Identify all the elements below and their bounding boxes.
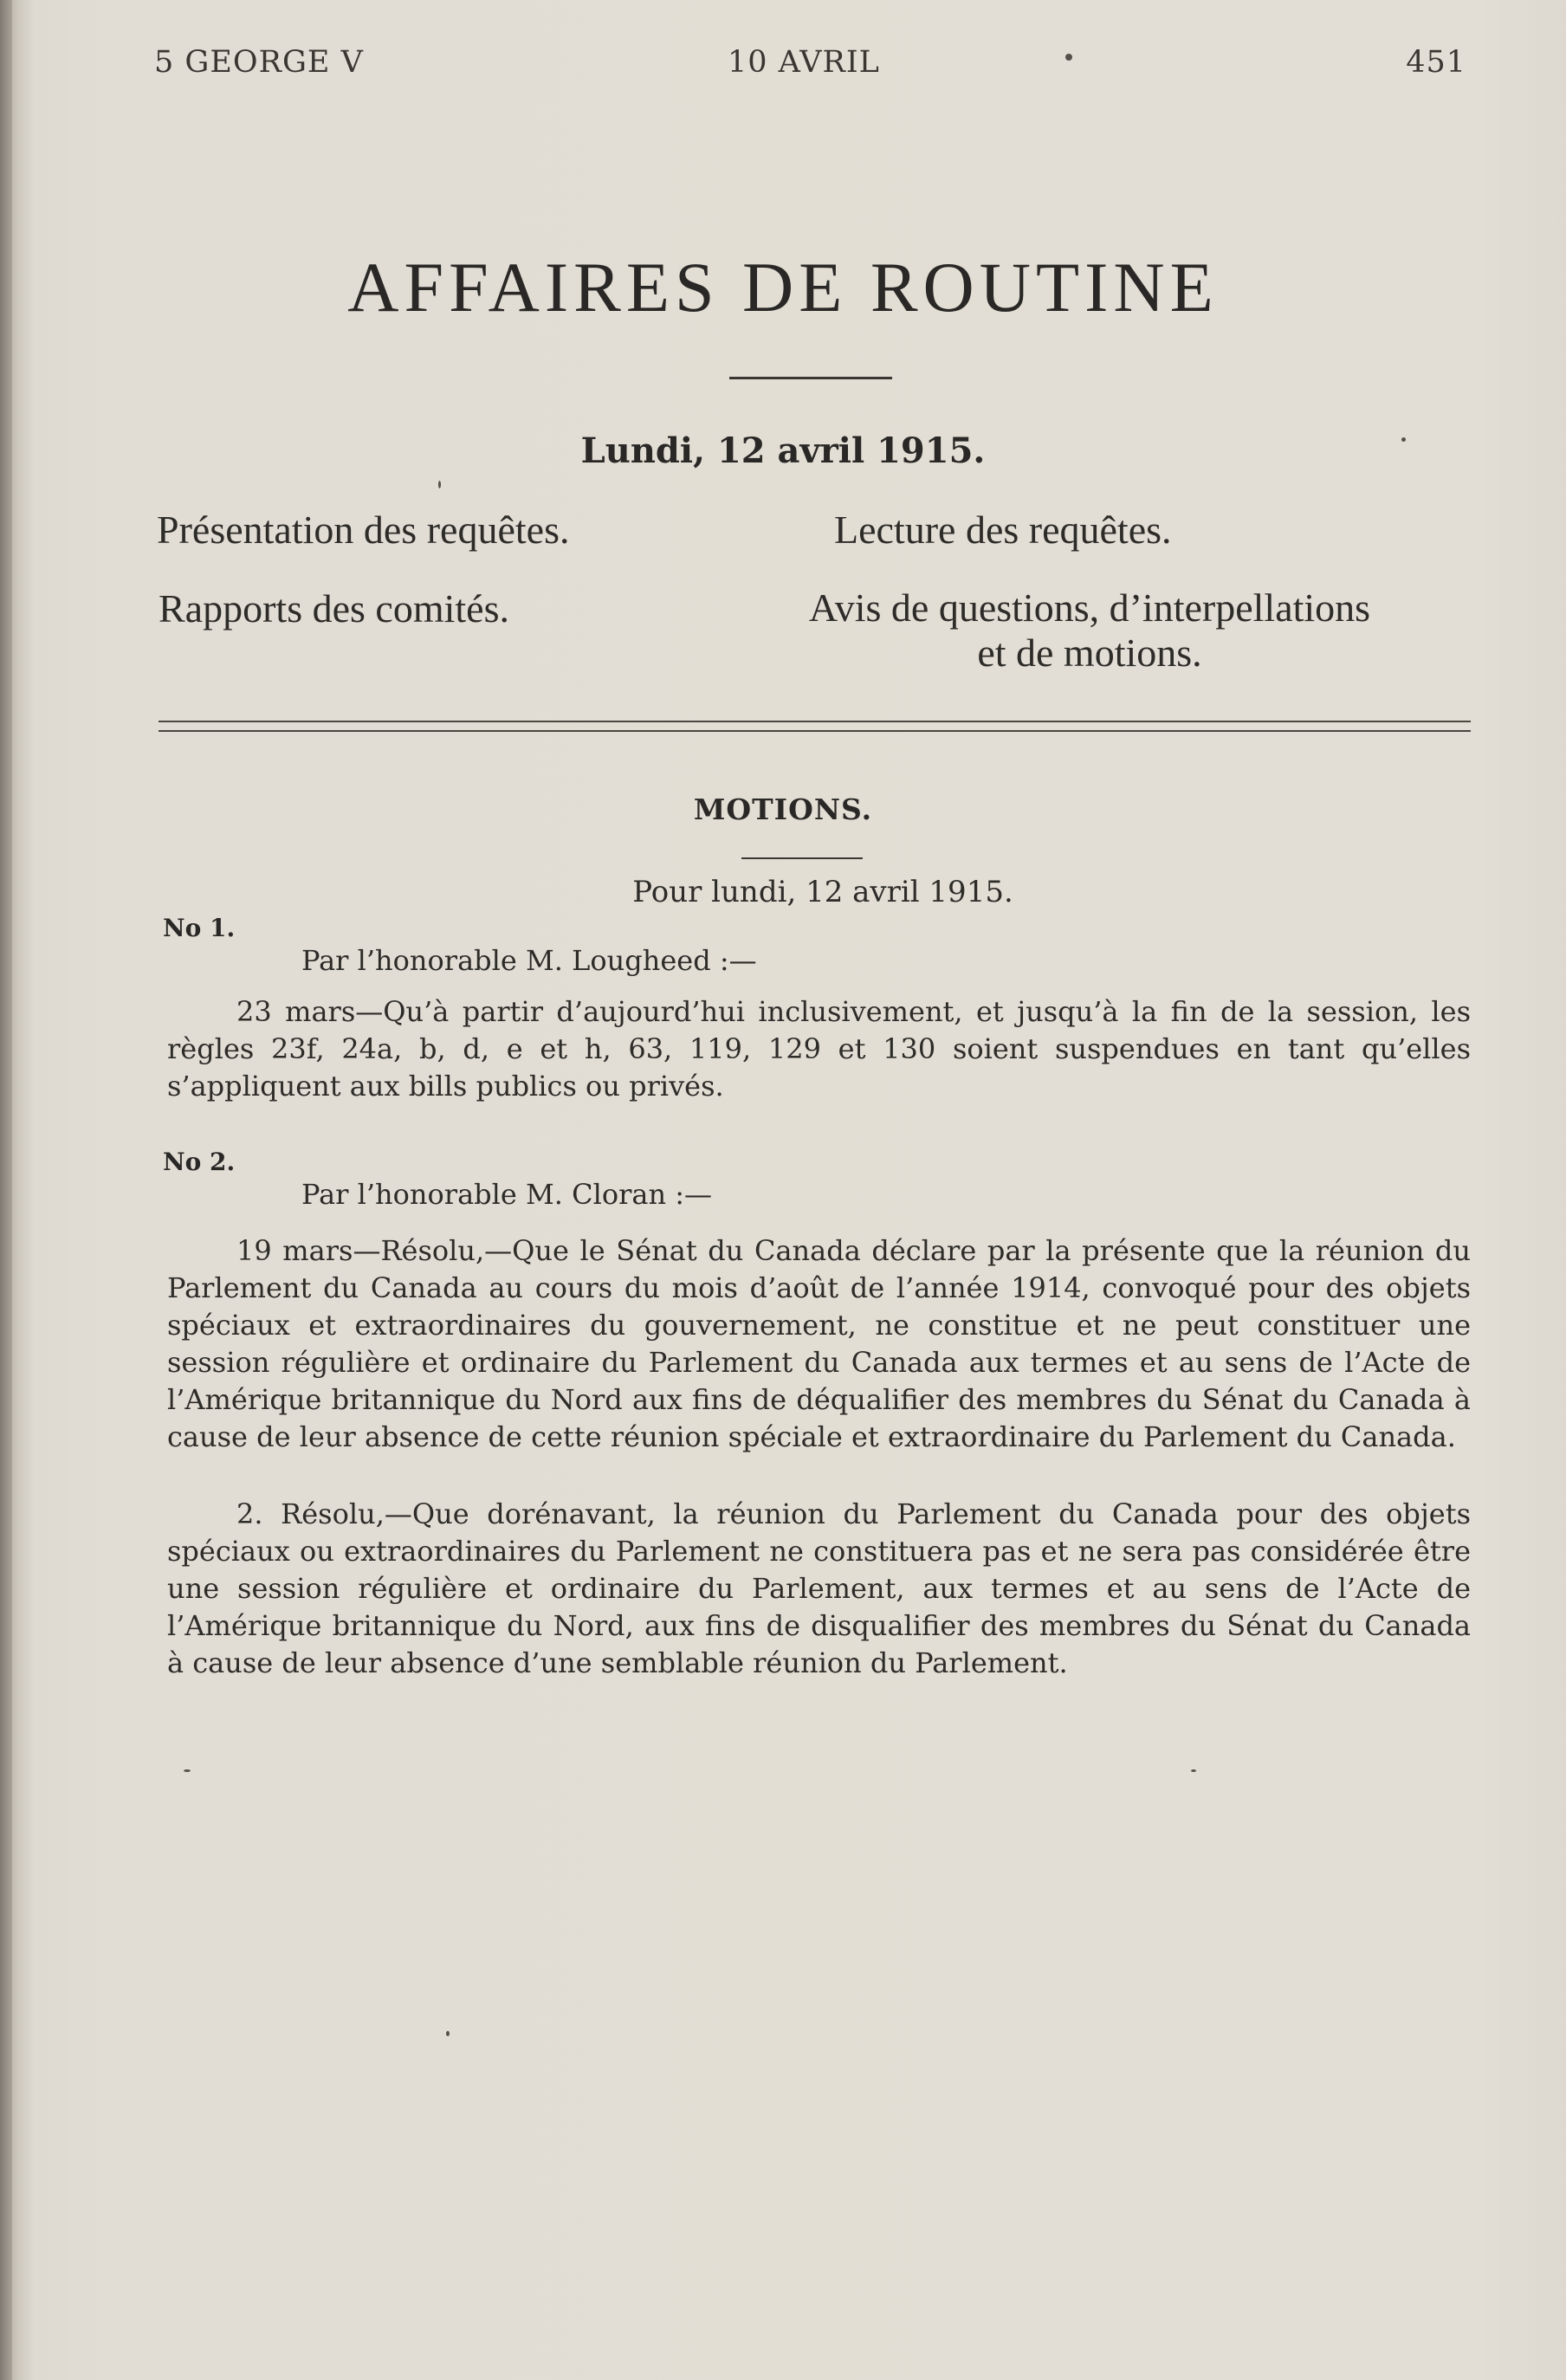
binding-edge (0, 0, 12, 2380)
running-head (154, 45, 1466, 88)
motion-mover-2: Par l’honorable M. Cloran :— (301, 1178, 713, 1211)
routine-item-avis-line1: Avis de questions, d’interpellations (808, 585, 1371, 630)
motions-heading: MOTIONS. (693, 792, 873, 826)
motions-rule (741, 857, 863, 859)
title-rule (729, 377, 892, 379)
page-number: 451 (1406, 45, 1466, 80)
routine-item-rapports: Rapports des comités. (159, 586, 509, 631)
motion-2-paragraph-2: 2. Résolu,—Que dorénavant, la réunion du Parlement du Canada pour des objets spéciaux ou extraordinaires du Parlement ne constituera pas et ne sera pas considérée être une session régulière et ordinaire du Parlement, aux termes et au sens de l’Acte de l’Amérique britannique du Nord, aux fins de disqualifier des membres du Sénat du Canada à cause de leur absence d’une semblable réunion du Parlement. (167, 1497, 1471, 1679)
scan-speck (446, 2031, 450, 2036)
routine-item-avis-line2: et de motions. (977, 631, 1202, 675)
section-rule-bottom (159, 730, 1471, 732)
page-title: AFFAIRES DE ROUTINE (347, 248, 1219, 327)
motion-1-paragraph: 23 mars—Qu’à partir d’aujourd’hui inclusivement, et jusqu’à la fin de la session, les règles 23f, 24a, b, d, e et h, 63, 119, 129 et 130 soient suspendues en tant qu’elles s’appliquent aux bills publics ou privés. (167, 995, 1471, 1103)
scan-speck (1191, 1769, 1196, 1772)
scan-speck (184, 1769, 191, 1772)
section-rule-top (159, 721, 1471, 722)
scan-speck (438, 481, 441, 488)
date-heading: Lundi, 12 avril 1915. (580, 430, 986, 471)
motion-mover-1: Par l’honorable M. Lougheed :— (301, 944, 757, 977)
scan-speck (1065, 54, 1072, 61)
routine-item-avis (726, 585, 1453, 676)
scan-speck (1401, 437, 1406, 442)
motion-2-paragraph-1: 19 mars—Résolu,—Que le Sénat du Canada déclare par la présente que la réunion du Parlement du Canada au cours du mois d’août de l’année 1914, convoqué pour des objets spéciaux et extraordinaires du gouvernement, ne constitue et ne peut constituer une session régulière et ordinaire du Parlement du Canada aux termes et au sens de l’Acte de l’Amérique britannique du Nord aux fins de déqualifier des membres du Sénat du Canada à cause de leur absence de cette réunion spéciale et extraordinaire du Parlement du Canada. (167, 1234, 1471, 1453)
motions-date: Pour lundi, 12 avril 1915. (632, 875, 1013, 909)
routine-item-presentation: Présentation des requêtes. (157, 508, 570, 552)
running-head-regnal-year: 5 GEORGE V (154, 45, 364, 80)
routine-item-lecture: Lecture des requêtes. (834, 508, 1172, 552)
running-head-date: 10 AVRIL (728, 45, 880, 80)
motion-number-1: No 1. (163, 914, 236, 942)
motion-number-2: No 2. (163, 1148, 236, 1176)
